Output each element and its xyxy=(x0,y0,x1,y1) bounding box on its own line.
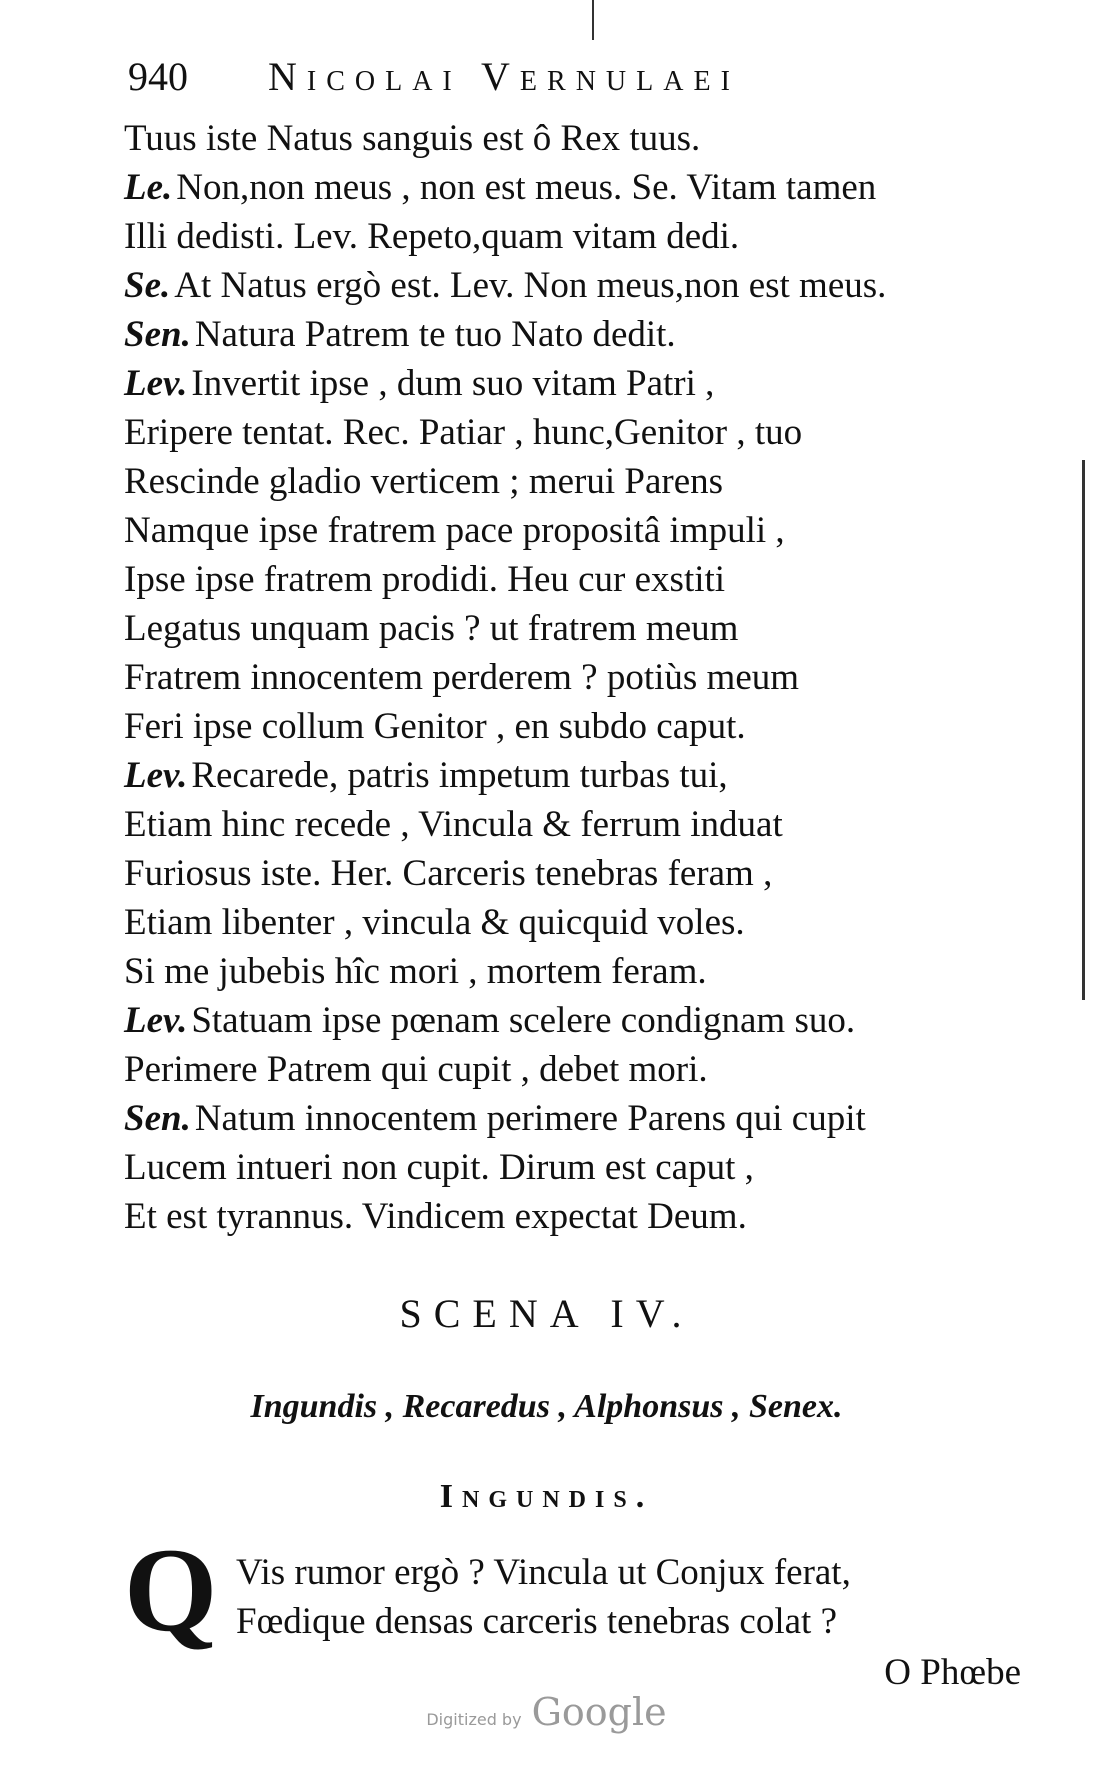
verse-line xyxy=(124,751,1024,800)
speaker-abbrev: Lev. xyxy=(124,755,188,796)
verse-text: Non,non meus , non est meus. Se. Vitam tamen xyxy=(176,167,877,208)
running-head xyxy=(128,52,893,102)
catchword: O Phœbe xyxy=(884,1652,1021,1693)
verse-line xyxy=(124,457,1024,506)
speaker-heading: Ingundis. xyxy=(439,1478,654,1515)
verse-text: At Natus ergò est. Lev. Non meus,non est meus. xyxy=(174,265,887,306)
opening-lines xyxy=(236,1548,1036,1646)
verse-text: Feri ipse collum Genitor , en subdo caput. xyxy=(124,706,746,747)
verse-line xyxy=(124,1143,1024,1192)
verse-line xyxy=(124,702,1024,751)
verse-text: Etiam libenter , vincula & quicquid voles. xyxy=(124,902,745,943)
verse-text: Statuam ipse pœnam scelere condignam suo. xyxy=(191,1000,856,1041)
verse-text: Perimere Patrem qui cupit , debet mori. xyxy=(124,1049,708,1090)
verse-line xyxy=(124,408,1024,457)
verse-line xyxy=(124,1094,1024,1143)
verse-line xyxy=(124,212,1024,261)
verse-text: Lucem intueri non cupit. Dirum est caput , xyxy=(124,1147,754,1188)
verse-block xyxy=(124,114,1024,1241)
verse-line xyxy=(124,1045,1024,1094)
watermark-brand: Google xyxy=(531,1690,667,1734)
speaker-abbrev: Lev. xyxy=(124,1000,188,1041)
verse-text: Illi dedisti. Lev. Repeto,quam vitam dedi. xyxy=(124,216,740,257)
speaker-abbrev: Sen. xyxy=(124,1098,191,1139)
scan-mark xyxy=(592,0,594,40)
verse-line xyxy=(124,261,1024,310)
running-title: Nicolai Vernulaei xyxy=(268,54,740,99)
verse-text: Eripere tentat. Rec. Patiar , hunc,Genitor , tuo xyxy=(124,412,803,453)
verse-text: Ipse ipse fratrem prodidi. Heu cur exstiti xyxy=(124,559,726,600)
verse-line xyxy=(124,653,1024,702)
page-number: 940 xyxy=(128,54,188,99)
drop-cap: Q xyxy=(124,1523,218,1656)
verse-line xyxy=(124,359,1024,408)
dramatis-personae: Ingundis , Recaredus , Alphonsus , Senex. xyxy=(250,1388,843,1425)
verse-line xyxy=(124,1192,1024,1241)
verse-line xyxy=(124,604,1024,653)
watermark-prefix: Digitized by xyxy=(426,1710,522,1729)
verse-line xyxy=(124,555,1024,604)
verse-line xyxy=(124,310,1024,359)
speaker-abbrev: Se. xyxy=(124,265,171,306)
verse-line xyxy=(124,114,1024,163)
verse-text: Tuus iste Natus sanguis est ô Rex tuus. xyxy=(124,118,701,159)
verse-text: Legatus unquam pacis ? ut fratrem meum xyxy=(124,608,739,649)
digitization-watermark xyxy=(0,1690,1093,1734)
verse-text: Si me jubebis hîc mori , mortem feram. xyxy=(124,951,707,992)
verse-line xyxy=(124,506,1024,555)
verse-line xyxy=(124,947,1024,996)
scene-title: SCENA IV. xyxy=(399,1291,694,1336)
verse-text: Natum innocentem perimere Parens qui cupit xyxy=(194,1098,866,1139)
verse-text: Recarede, patris impetum turbas tui, xyxy=(191,755,728,796)
speaker-abbrev: Lev. xyxy=(124,363,188,404)
gutter-shadow xyxy=(1082,460,1085,1000)
speaker-abbrev: Sen. xyxy=(124,314,191,355)
verse-text: Namque ipse fratrem pace propositâ impuli , xyxy=(124,510,785,551)
verse-line xyxy=(124,800,1024,849)
verse-text: Invertit ipse , dum suo vitam Patri , xyxy=(191,363,715,404)
verse-text: Etiam hinc recede , Vincula & ferrum induat xyxy=(124,804,783,845)
opening-line-2: Fœdique densas carceris tenebras colat ? xyxy=(236,1601,837,1642)
verse-line xyxy=(124,163,1024,212)
verse-line xyxy=(124,996,1024,1045)
speaker-abbrev: Le. xyxy=(124,167,173,208)
verse-text: Rescinde gladio verticem ; merui Parens xyxy=(124,461,724,502)
verse-text: Et est tyrannus. Vindicem expectat Deum. xyxy=(124,1196,747,1237)
verse-text: Natura Patrem te tuo Nato dedit. xyxy=(194,314,676,355)
opening-line-1: Vis rumor ergò ? Vincula ut Conjux ferat, xyxy=(236,1552,851,1593)
verse-text: Fratrem innocentem perderem ? potiùs meum xyxy=(124,657,800,698)
verse-line xyxy=(124,849,1024,898)
verse-line xyxy=(124,898,1024,947)
verse-text: Furiosus iste. Her. Carceris tenebras feram , xyxy=(124,853,773,894)
